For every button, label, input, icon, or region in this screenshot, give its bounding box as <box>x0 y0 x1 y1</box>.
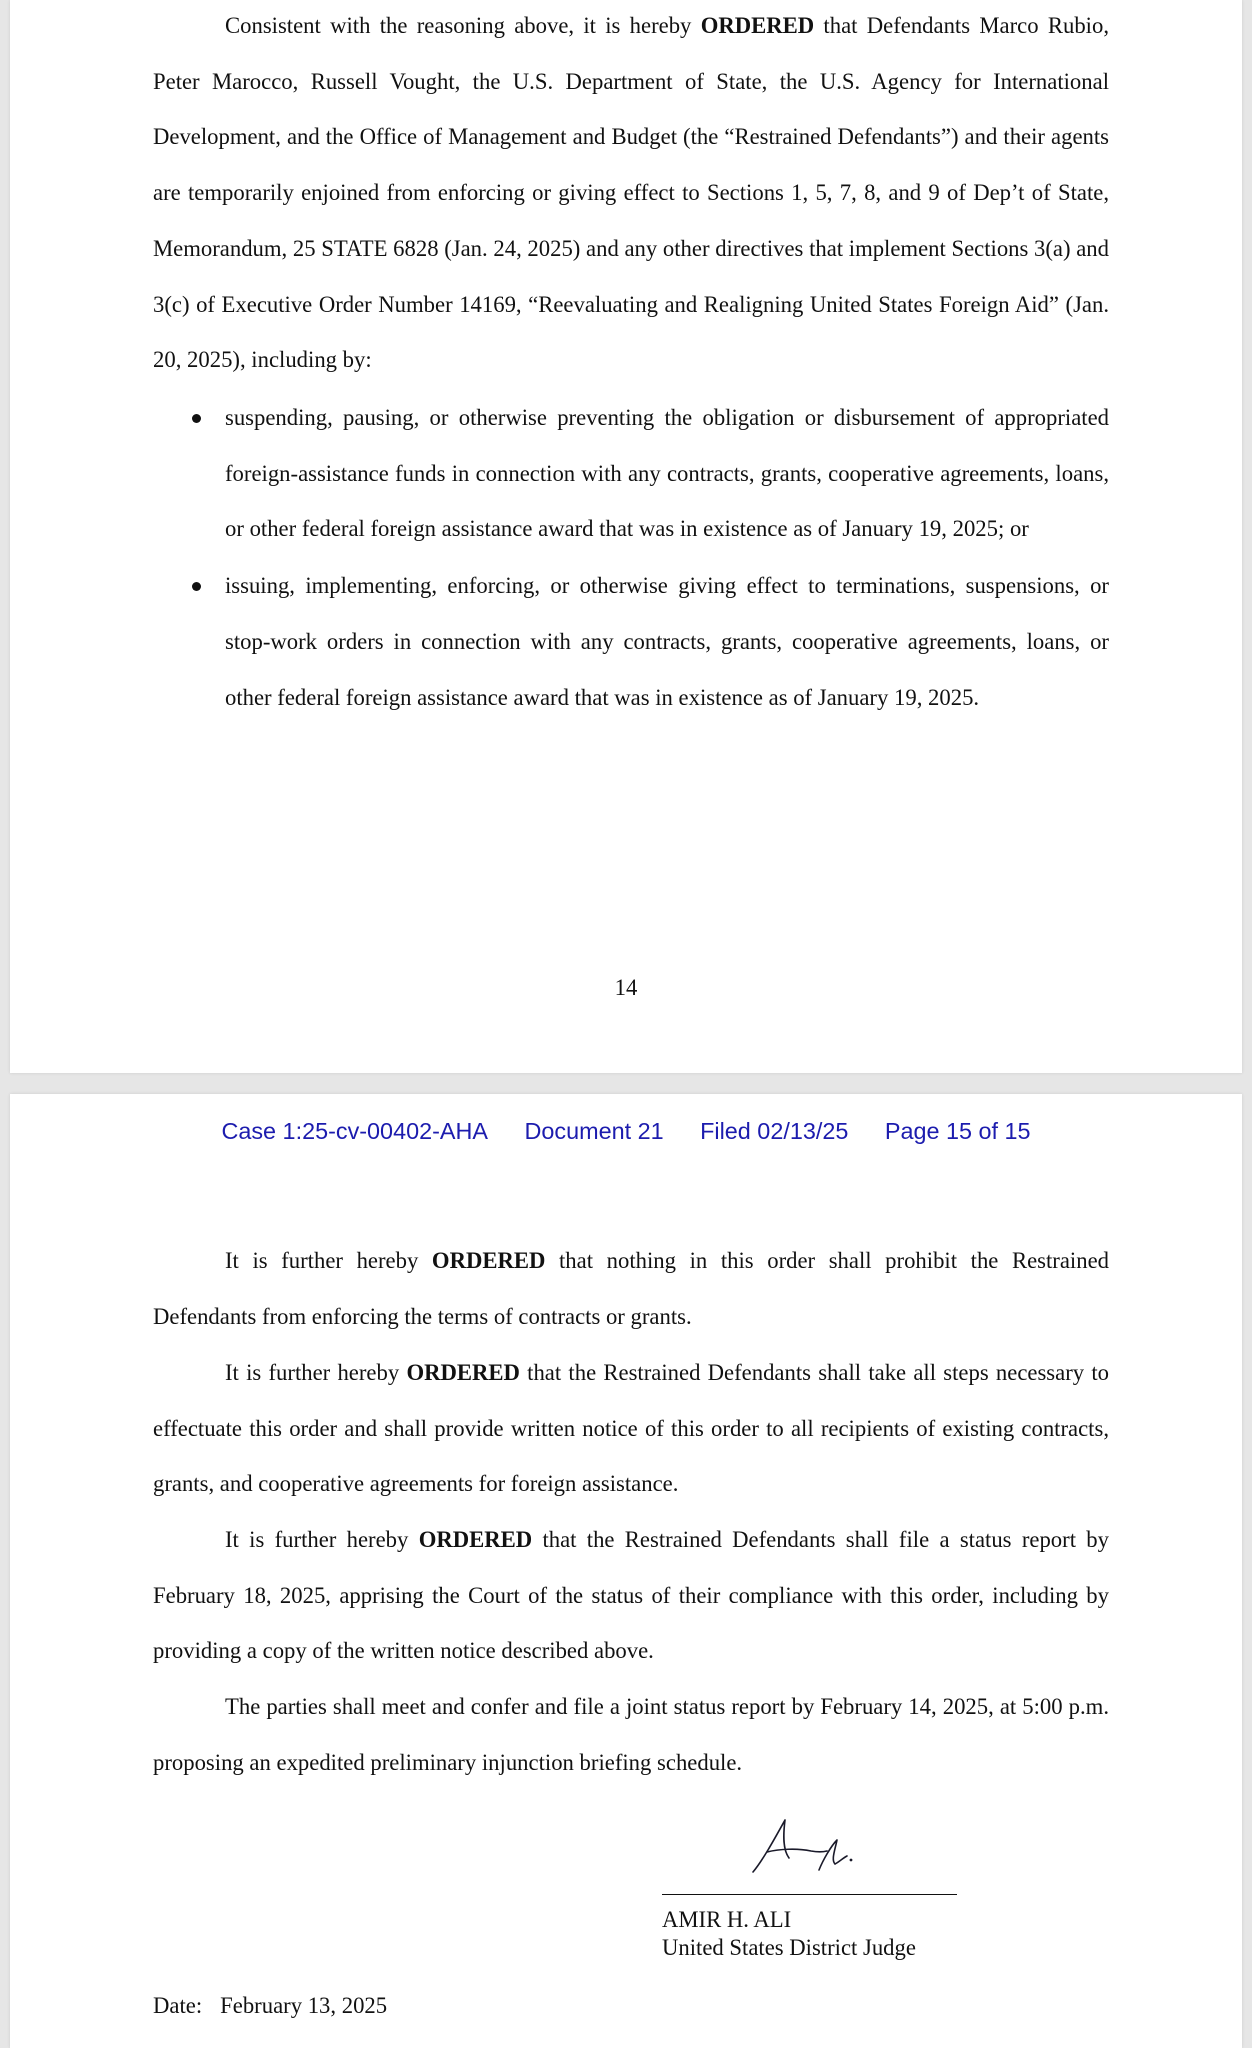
list-item <box>153 390 1109 557</box>
bullet-icon <box>192 582 201 591</box>
case-number: Case 1:25-cv-00402-AHA <box>221 1118 488 1144</box>
judge-name: AMIR H. ALI <box>662 1907 792 1932</box>
list-item-text: suspending, pausing, or otherwise preventing the obligation or disbursement of appropriated foreign-assistance funds in connection with any contracts, grants, cooperative agreements, loans, or other federal foreign assistance award that was in existence as of January 19, 2025; or <box>225 405 1109 542</box>
paragraph-text: The parties shall meet and confer and file a joint status report by February 14, 2025, at 5:00 p.m. proposing an expedited preliminary injunction briefing schedule. <box>153 1694 1109 1775</box>
ordered-bold-text: ORDERED <box>431 1248 546 1273</box>
order-paragraph <box>153 0 1109 388</box>
enjoined-actions-list <box>153 390 1109 726</box>
bullet-icon <box>192 414 201 423</box>
judge-signature <box>739 1816 859 1882</box>
document-page-14 <box>10 0 1242 1073</box>
paragraph-text: that nothing in this order shall prohibit the Restrained Defendants from enforcing the terms of contracts or grants. <box>153 1248 1109 1329</box>
page-count: Page 15 of 15 <box>884 1118 1031 1144</box>
list-item <box>153 558 1109 725</box>
document-page-15 <box>10 1094 1242 2048</box>
paragraph-text: that Defendants Marco Rubio, Peter Marocco, Russell Vought, the U.S. Department of State, the U.S. Agency for International Development, and the Office of Management and Budget (the “Restrained Defendants”) and their agents are temporarily enjoined from enforcing or giving effect to Sections 1, 5, 7, 8, and 9 of Dep’t of State, Memorandum, 25 STATE 6828 (Jan. 24, 2025) and any other directives that implement Sections 3(a) and 3(c) of Executive Order Number 14169, “Reevaluating and Realigning United States Foreign Aid” (Jan. 20, 2025), including by: <box>153 13 1109 373</box>
paragraph-text: Consistent with the reasoning above, it is hereby <box>225 13 701 38</box>
filed-date: Filed 02/13/25 <box>700 1118 849 1144</box>
paragraph-text: It is further hereby <box>225 1527 419 1552</box>
order-date <box>153 1993 387 2019</box>
status-report-paragraph <box>153 1679 1109 1790</box>
case-header <box>10 1118 1242 1145</box>
ordered-bold-text: ORDERED <box>406 1360 520 1385</box>
ordered-bold-text: ORDERED <box>700 13 815 38</box>
document-number: Document 21 <box>524 1118 664 1144</box>
paragraph-text: that the Restrained Defendants shall file a status report by February 18, 2025, apprising the Court of the status of their compliance with this order, including by providing a copy of the written notice described above. <box>153 1527 1109 1664</box>
date-label: Date: <box>153 1993 203 2018</box>
page-number: 14 <box>614 975 638 1000</box>
list-item-text: issuing, implementing, enforcing, or otherwise giving effect to terminations, suspensions, or stop-work orders in connection with any contracts, grants, cooperative agreements, loans, or other federal foreign assistance award that was in existence as of January 19, 2025. <box>225 573 1109 710</box>
paragraph-text: that the Restrained Defendants shall take all steps necessary to effectuate this order and shall provide written notice of this order to all recipients of existing contracts, grants, and cooperative agreements for foreign assistance. <box>153 1360 1109 1497</box>
ordered-bold-text: ORDERED <box>418 1527 533 1552</box>
signature-line <box>662 1894 957 1895</box>
paragraph-text: It is further hereby <box>225 1248 432 1273</box>
order-paragraph <box>153 1345 1109 1512</box>
paragraph-text: It is further hereby <box>225 1360 407 1385</box>
judge-title: United States District Judge <box>662 1935 916 1960</box>
order-paragraph <box>153 1512 1109 1679</box>
order-paragraph <box>153 1233 1109 1344</box>
date-value: February 13, 2025 <box>220 1993 388 2018</box>
